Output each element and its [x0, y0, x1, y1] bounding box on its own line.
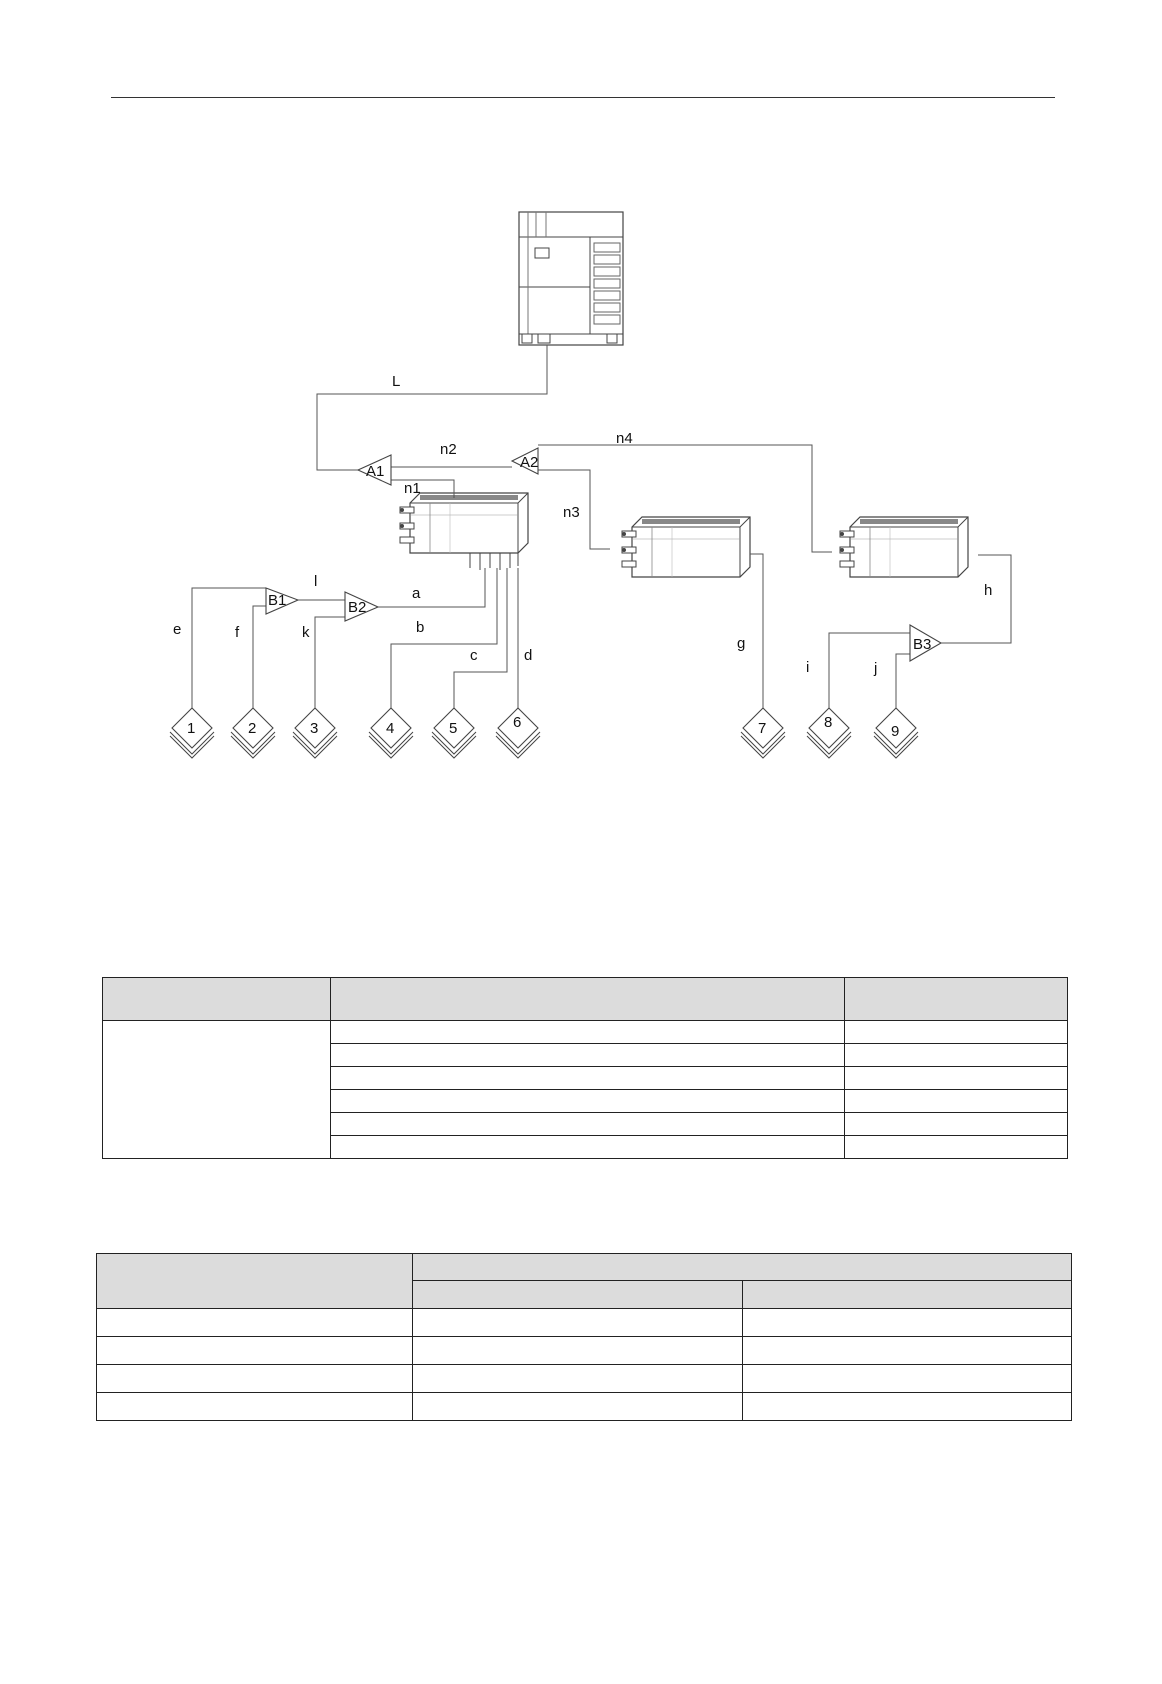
pipe-label-i: i	[806, 659, 810, 676]
svg-text:7: 7	[758, 720, 767, 737]
svg-text:9: 9	[891, 723, 900, 740]
table-row	[97, 1365, 1072, 1393]
table-row	[97, 1309, 1072, 1337]
pipe-label-n4: n4	[616, 430, 633, 447]
table-row	[97, 1393, 1072, 1421]
table-cell	[743, 1393, 1072, 1421]
table-cell	[331, 1113, 845, 1136]
pipe-label-L: L	[392, 373, 401, 390]
table-cell	[97, 1309, 413, 1337]
table-header-cell	[97, 1254, 413, 1309]
table-cell	[845, 1044, 1068, 1067]
table-cell	[331, 1067, 845, 1090]
branch-joint-label: A1	[366, 463, 385, 480]
indoor-unit-symbol	[231, 708, 275, 758]
table-cell	[331, 1044, 845, 1067]
indoor-duct-unit	[400, 493, 528, 553]
table-cell	[413, 1309, 743, 1337]
branch-joint-B2	[345, 592, 378, 621]
table-cell	[97, 1393, 413, 1421]
pipe-label-a: a	[412, 585, 421, 602]
indoor-duct-unit	[840, 517, 968, 577]
table-1	[102, 977, 1068, 1159]
indoor-unit-symbol	[369, 708, 413, 758]
svg-text:1: 1	[187, 720, 196, 737]
table-cell	[103, 1021, 331, 1159]
pipe-label-n2: n2	[440, 441, 457, 458]
branch-joint-label: B2	[348, 599, 367, 616]
svg-text:4: 4	[386, 720, 395, 737]
indoor-unit-symbol	[496, 708, 540, 758]
pipe-label-n1: n1	[404, 480, 421, 497]
pipe-label-f: f	[235, 624, 240, 641]
branch-joint-label: B3	[913, 636, 932, 653]
piping-diagram	[0, 0, 1162, 800]
indoor-unit-symbol	[874, 708, 918, 758]
branch-joint-label: A2	[520, 454, 539, 471]
indoor-duct-unit	[622, 517, 750, 577]
table-row	[97, 1337, 1072, 1365]
table-cell	[413, 1337, 743, 1365]
table-cell	[331, 1021, 845, 1044]
branch-joint-label: B1	[268, 592, 287, 609]
pipe-label-g: g	[737, 635, 746, 652]
pipe-label-e: e	[173, 621, 182, 638]
pipe-label-j: j	[874, 660, 878, 677]
table-cell	[743, 1337, 1072, 1365]
pipe-label-k: k	[302, 624, 310, 641]
table-header-row	[97, 1254, 1072, 1281]
pipe-label-b: b	[416, 619, 425, 636]
pipe-label-c: c	[470, 647, 478, 664]
table-cell	[845, 1021, 1068, 1044]
svg-text:3: 3	[310, 720, 319, 737]
svg-text:5: 5	[449, 720, 458, 737]
table-cell	[413, 1393, 743, 1421]
indoor-unit-symbol	[293, 708, 337, 758]
table-cell	[331, 1090, 845, 1113]
pipe-label-n3: n3	[563, 504, 580, 521]
table-cell	[845, 1113, 1068, 1136]
table-2	[96, 1253, 1072, 1421]
table-cell	[331, 1136, 845, 1159]
indoor-unit-symbol	[807, 708, 851, 758]
valve-stubs	[470, 553, 518, 570]
outdoor-unit	[519, 212, 623, 345]
pipe-label-h: h	[984, 582, 993, 599]
pipe-label-l: l	[314, 573, 318, 590]
table-cell	[97, 1365, 413, 1393]
table-header-cell	[103, 978, 331, 1021]
svg-text:2: 2	[248, 720, 257, 737]
branch-joint-B1	[266, 588, 298, 614]
table-cell	[845, 1136, 1068, 1159]
table-cell	[97, 1337, 413, 1365]
table-header-cell	[413, 1281, 743, 1309]
indoor-unit-symbol	[170, 708, 214, 758]
branch-joint-B3	[910, 625, 941, 661]
table-cell	[845, 1067, 1068, 1090]
svg-text:6: 6	[513, 714, 522, 731]
svg-text:8: 8	[824, 714, 833, 731]
table-cell	[845, 1090, 1068, 1113]
table-cell	[743, 1309, 1072, 1337]
table-cell	[743, 1365, 1072, 1393]
pipe-label-d: d	[524, 647, 533, 664]
indoor-unit-symbol	[432, 708, 476, 758]
table-header-cell	[413, 1254, 1072, 1281]
branch-joint-A2	[512, 448, 538, 474]
table-row	[103, 1021, 1068, 1044]
table-header-cell	[331, 978, 845, 1021]
branch-joint-A1	[358, 455, 391, 485]
table-header-cell	[743, 1281, 1072, 1309]
table-cell	[413, 1365, 743, 1393]
table-header-row	[103, 978, 1068, 1021]
indoor-unit-symbol	[741, 708, 785, 758]
table-header-cell	[845, 978, 1068, 1021]
